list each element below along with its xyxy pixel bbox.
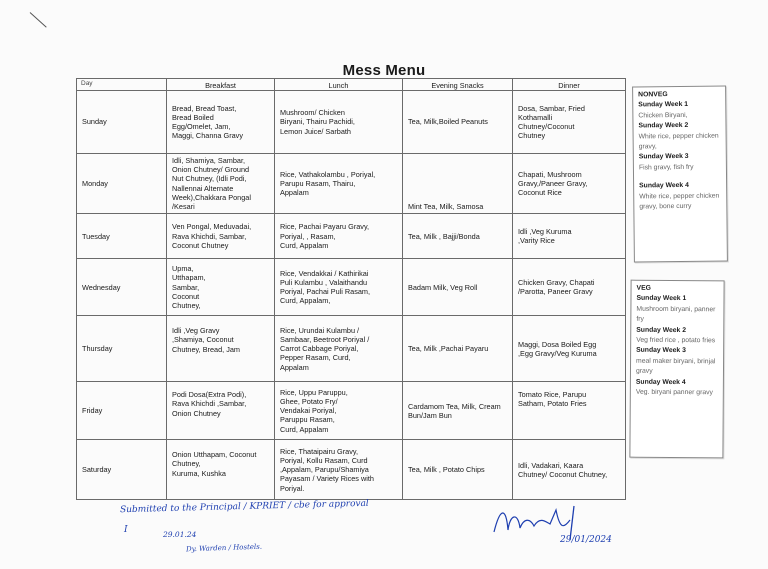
week-items: Veg. biryani panner gravy	[635, 388, 713, 397]
table-row	[77, 440, 626, 500]
header-breakfast: Breakfast	[167, 79, 275, 91]
lunch-cell: Rice, Pachai Payaru Gravy, Poriyal, , Rasam, Curd, Appalam	[275, 214, 403, 259]
approval-note: Submitted to the Principal / KPRIET / cbe for approval	[119, 498, 369, 516]
menu-table	[76, 78, 626, 500]
week-label: Sunday Week 2	[638, 122, 689, 130]
week-label: Sunday Week 2	[636, 326, 687, 334]
week-label: Sunday Week 4	[635, 378, 686, 386]
week-label: Sunday Week 3	[638, 153, 689, 161]
dinner-cell: Chapati, Mushroom Gravy,/Paneer Gravy, Coconut Rice	[513, 154, 626, 214]
header-dinner: Dinner	[513, 79, 626, 91]
dinner-cell: Tomato Rice, Parupu Satham, Potato Fries	[513, 382, 626, 440]
day-cell: Wednesday	[77, 259, 167, 316]
header-lunch: Lunch	[275, 79, 403, 91]
week-items: White rice, pepper chicken gravy,	[638, 132, 719, 151]
corner-mark	[30, 12, 47, 27]
header-row	[77, 79, 626, 91]
dinner-cell: Idli ,Veg Kuruma ,Varity Rice	[513, 214, 626, 259]
table-row	[77, 382, 626, 440]
snacks-cell: Cardamom Tea, Milk, Cream Bun/Jam Bun	[403, 382, 513, 440]
lunch-cell: Rice, Uppu Paruppu, Ghee, Potato Fry/ Vendakai Poriyal, Paruppu Rasam, Curd, Appalam	[275, 382, 403, 440]
nonveg-special-card	[632, 86, 728, 263]
week-items: meal maker biryani, brinjal gravy	[635, 357, 716, 376]
day-cell: Monday	[77, 154, 167, 214]
week-label: Sunday Week 4	[639, 182, 689, 190]
breakfast-cell: Idli ,Veg Gravy ,Shamiya, Coconut Chutney, Bread, Jam	[167, 316, 275, 382]
week-items: Veg fried rice , potato fries	[636, 336, 716, 345]
snacks-cell: Tea, Milk ,Pachai Payaru	[403, 316, 513, 382]
day-cell: Friday	[77, 382, 167, 440]
table-row	[77, 259, 626, 316]
veg-heading: VEG	[636, 284, 651, 292]
snacks-cell: Tea, Milk,Boiled Peanuts	[403, 91, 513, 154]
lunch-cell: Mushroom/ Chicken Biryani, Thairu Pachidi, Lemon Juice/ Sarbath	[275, 91, 403, 154]
table-row	[77, 316, 626, 382]
day-cell: Saturday	[77, 440, 167, 500]
week-items: Chicken Biryani,	[638, 111, 688, 120]
dinner-cell: Idli, Vadakari, Kaara Chutney/ Coconut Chutney,	[513, 440, 626, 500]
snacks-cell: Badam Milk, Veg Roll	[403, 259, 513, 316]
breakfast-cell: Idli, Shamiya, Sambar, Onion Chutney/ Ground Nut Chutney, (Idli Podi, Nallennai Alternate Week),Chakkara Pongal /Kesari	[167, 154, 275, 214]
veg-special-card	[629, 280, 724, 459]
dinner-cell: Dosa, Sambar, Fried Kothamalli Chutney/Coconut Chutney	[513, 91, 626, 154]
page-title: Mess Menu	[342, 62, 426, 79]
lunch-cell: Rice, Thataipairu Gravy, Poriyal, Kollu Rasam, Curd ,Appalam, Parupu/Shamiya Payasam / Variety Rices with Poriyal.	[275, 440, 403, 500]
table-row	[77, 91, 626, 154]
week-items: White rice, pepper chicken gravy, bone curry	[639, 192, 720, 211]
dinner-cell: Maggi, Dosa Boiled Egg ,Egg Gravy/Veg Kuruma	[513, 316, 626, 382]
lunch-cell: Rice, Vendakkai / Kathirikai Puli Kulambu , Valaithandu Poriyal, Pachai Puli Rasam, Curd, Appalam,	[275, 259, 403, 316]
handwritten-date-left: 29.01.24	[163, 530, 197, 539]
week-label: Sunday Week 3	[636, 347, 686, 355]
table-row	[77, 214, 626, 259]
breakfast-cell: Onion Utthapam, Coconut Chutney, Kuruma, Kushka	[167, 440, 275, 500]
handwritten-date-right: 29/01/2024	[560, 535, 612, 545]
table-row	[77, 154, 626, 214]
lunch-cell: Rice, Urundai Kulambu / Sambaar, Beetroot Poriyal / Carrot Cabbage Poriyal, Pepper Rasam, Curd, Appalam	[275, 316, 403, 382]
day-cell: Sunday	[77, 91, 167, 154]
breakfast-cell: Ven Pongal, Meduvadai, Rava Khichdi, Sambar, Coconut Chutney	[167, 214, 275, 259]
week-label: Sunday Week 1	[636, 295, 687, 303]
signature-drawing	[490, 500, 630, 545]
header-day: Day	[77, 79, 167, 91]
day-cell: Tuesday	[77, 214, 167, 259]
warden-title: Dy. Warden / Hostels.	[185, 542, 263, 554]
week-items: Fish gravy, fish fry	[638, 163, 694, 172]
week-label: Sunday Week 1	[638, 101, 689, 109]
dinner-cell: Chicken Gravy, Chapati /Parotta, Paneer Gravy	[513, 259, 626, 316]
initial-mark: I	[124, 525, 128, 535]
breakfast-cell: Podi Dosa(Extra Podi), Rava Khichdi ,Sambar, Onion Chutney	[167, 382, 275, 440]
breakfast-cell: Bread, Bread Toast, Bread Boiled Egg/Omelet, Jam, Maggi, Channa Gravy	[167, 91, 275, 154]
snacks-cell: Mint Tea, Milk, Samosa	[403, 154, 513, 214]
header-snacks: Evening Snacks	[403, 79, 513, 91]
snacks-cell: Tea, Milk , Bajji/Bonda	[403, 214, 513, 259]
lunch-cell: Rice, Vathakolambu , Poriyal, Parupu Rasam, Thairu, Appalam	[275, 154, 403, 214]
week-items: Mushroom biryani, panner fry	[636, 305, 716, 323]
day-cell: Thursday	[77, 316, 167, 382]
nonveg-heading: NONVEG	[638, 91, 668, 99]
breakfast-cell: Upma, Utthapam, Sambar, Coconut Chutney,	[167, 259, 275, 316]
snacks-cell: Tea, Milk , Potato Chips	[403, 440, 513, 500]
